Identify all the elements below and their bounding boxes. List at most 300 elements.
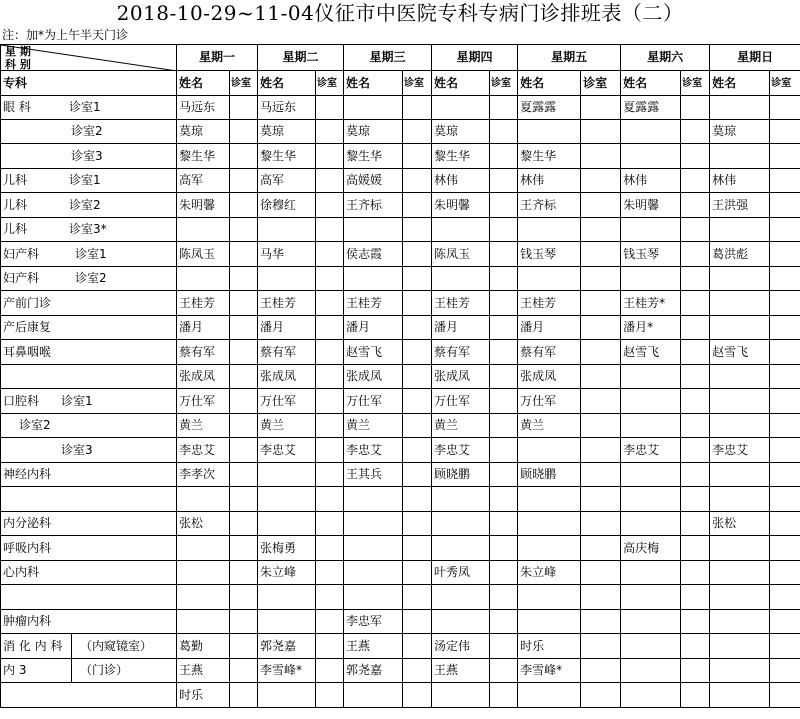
doctor-name-cell: 潘月: [432, 316, 490, 340]
doctor-name-cell: [432, 512, 490, 536]
doctor-name-cell: [710, 389, 770, 414]
room-number-cell: [770, 512, 800, 536]
room-number-cell: [581, 634, 621, 659]
doctor-name-cell: 郭尧嘉: [258, 634, 316, 659]
room-label: 诊室3: [71, 148, 103, 163]
room-number-cell: [770, 218, 800, 242]
department-label: 口腔科: [3, 393, 40, 408]
day-header: 星期三: [344, 45, 432, 71]
doctor-name-cell: 莫琼: [432, 120, 490, 144]
doctor-name-cell: [710, 218, 770, 242]
doctor-name-cell: 王齐标: [344, 193, 403, 218]
doctor-name-cell: [432, 610, 490, 634]
room-number-cell: [770, 634, 800, 659]
room-number-cell: [681, 414, 710, 438]
doctor-name-cell: 黄兰: [432, 414, 490, 438]
doctor-name-cell: 王桂芳: [432, 291, 490, 316]
room-cell: （内窥镜室）: [72, 634, 177, 659]
room-number-cell: [316, 610, 344, 634]
room-number-cell: [581, 365, 621, 389]
doctor-name-cell: [258, 267, 316, 291]
doctor-name-cell: [621, 634, 681, 659]
doctor-name-cell: 张成凤: [518, 365, 581, 389]
department-cell: [1, 610, 177, 634]
doctor-name-cell: 李忠艾: [710, 438, 770, 463]
doctor-name-cell: 蔡有军: [518, 340, 581, 365]
room-number-cell: [403, 291, 432, 316]
doctor-name-cell: [177, 218, 230, 242]
room-number-cell: [316, 585, 344, 610]
room-number-cell: [316, 487, 344, 512]
doctor-name-cell: 莫琼: [344, 120, 403, 144]
table-row: [1, 340, 800, 365]
table-row: [1, 561, 800, 585]
room-number-cell: [316, 169, 344, 193]
department-cell: [1, 267, 177, 291]
room-number-cell: [681, 536, 710, 561]
room-number-cell: [681, 659, 710, 683]
room-number-cell: [681, 169, 710, 193]
doctor-name-cell: 潘月*: [621, 316, 681, 340]
room-number-cell: [230, 536, 258, 561]
room-number-cell: [403, 316, 432, 340]
room-number-cell: [403, 267, 432, 291]
doctor-name-cell: 莫琼: [258, 120, 316, 144]
room-number-cell: [230, 585, 258, 610]
room-number-cell: [681, 585, 710, 610]
department-cell: [1, 683, 177, 708]
room-number-cell: [316, 683, 344, 708]
name-header: 姓名: [177, 71, 230, 96]
table-row: [1, 120, 800, 144]
doctor-name-cell: 王洪强: [710, 193, 770, 218]
room-number-cell: [490, 267, 518, 291]
day-header: 星期四: [432, 45, 518, 71]
room-number-cell: [581, 316, 621, 340]
doctor-name-cell: 潘月: [177, 316, 230, 340]
name-header: 姓名: [432, 71, 490, 96]
room-number-cell: [230, 365, 258, 389]
doctor-name-cell: 黄兰: [344, 414, 403, 438]
doctor-name-cell: [621, 659, 681, 683]
doctor-name-cell: [710, 291, 770, 316]
room-number-cell: [581, 144, 621, 169]
room-number-cell: [230, 96, 258, 120]
corner-label-weekday: 星 期: [5, 45, 31, 58]
doctor-name-cell: 莫琼: [177, 120, 230, 144]
doctor-name-cell: 林伟: [432, 169, 490, 193]
doctor-name-cell: [518, 218, 581, 242]
room-number-cell: [490, 96, 518, 120]
doctor-name-cell: 林伟: [518, 169, 581, 193]
doctor-name-cell: [177, 536, 230, 561]
room-label: 诊室2: [71, 124, 103, 138]
room-header: 诊室: [770, 71, 800, 96]
department-cell: [1, 585, 177, 610]
room-number-cell: [681, 340, 710, 365]
department-label: 儿科: [3, 222, 28, 236]
room-number-cell: [681, 487, 710, 512]
room-number-cell: [681, 610, 710, 634]
room-number-cell: [770, 585, 800, 610]
department-label: 妇产科: [3, 271, 40, 285]
doctor-name-cell: 王燕: [177, 659, 230, 683]
header-row-columns: [1, 71, 800, 96]
room-number-cell: [403, 144, 432, 169]
room-number-cell: [490, 193, 518, 218]
room-number-cell: [316, 193, 344, 218]
doctor-name-cell: 莫琼: [710, 120, 770, 144]
room-number-cell: [681, 144, 710, 169]
doctor-name-cell: 张成凤: [344, 365, 403, 389]
doctor-name-cell: 夏露露: [621, 96, 681, 120]
table-row: [1, 659, 800, 683]
room-number-cell: [681, 242, 710, 267]
doctor-name-cell: [177, 561, 230, 585]
room-number-cell: [490, 659, 518, 683]
room-number-cell: [681, 634, 710, 659]
doctor-name-cell: [432, 487, 490, 512]
room-number-cell: [316, 561, 344, 585]
doctor-name-cell: [344, 512, 403, 536]
name-header: 姓名: [710, 71, 770, 96]
doctor-name-cell: 葛洪彪: [710, 242, 770, 267]
doctor-name-cell: [258, 218, 316, 242]
doctor-name-cell: 蔡有军: [432, 340, 490, 365]
room-number-cell: [403, 585, 432, 610]
table-row: [1, 610, 800, 634]
room-label: 诊室2: [69, 197, 101, 212]
doctor-name-cell: [621, 120, 681, 144]
doctor-name-cell: 高军: [258, 169, 316, 193]
doctor-name-cell: 王桂芳: [177, 291, 230, 316]
doctor-name-cell: 张成凤: [177, 365, 230, 389]
room-number-cell: [490, 487, 518, 512]
doctor-name-cell: 王桂芳*: [621, 291, 681, 316]
room-number-cell: [230, 340, 258, 365]
room-number-cell: [316, 96, 344, 120]
doctor-name-cell: 郭尧嘉: [344, 659, 403, 683]
department-label: 内分泌科: [3, 516, 52, 530]
room-number-cell: [403, 120, 432, 144]
table-row: [1, 96, 800, 120]
doctor-name-cell: [621, 463, 681, 487]
room-number-cell: [403, 463, 432, 487]
room-label: 诊室2: [75, 271, 107, 285]
doctor-name-cell: [621, 683, 681, 708]
room-number-cell: [581, 120, 621, 144]
room-number-cell: [316, 512, 344, 536]
doctor-name-cell: 万仕军: [432, 389, 490, 414]
department-label: 呼吸内科: [3, 540, 52, 555]
specialty-header: 专科: [1, 71, 177, 96]
doctor-name-cell: 赵雪飞: [621, 340, 681, 365]
doctor-name-cell: 黄兰: [518, 414, 581, 438]
doctor-name-cell: 潘月: [518, 316, 581, 340]
day-header: 星期五: [518, 45, 621, 71]
table-row: [1, 536, 800, 561]
doctor-name-cell: [344, 536, 403, 561]
doctor-name-cell: 王桂芳: [518, 291, 581, 316]
room-number-cell: [581, 585, 621, 610]
doctor-name-cell: [432, 536, 490, 561]
doctor-name-cell: [177, 487, 230, 512]
room-number-cell: [403, 634, 432, 659]
doctor-name-cell: 黄兰: [258, 414, 316, 438]
table-row: [1, 512, 800, 536]
room-number-cell: [581, 463, 621, 487]
room-number-cell: [230, 291, 258, 316]
room-number-cell: [316, 144, 344, 169]
room-number-cell: [770, 683, 800, 708]
room-number-cell: [770, 193, 800, 218]
room-number-cell: [403, 340, 432, 365]
room-number-cell: [230, 512, 258, 536]
doctor-name-cell: [710, 487, 770, 512]
room-number-cell: [490, 561, 518, 585]
table-row: [1, 585, 800, 610]
table-row: [1, 634, 800, 659]
doctor-name-cell: [258, 512, 316, 536]
room-number-cell: [770, 414, 800, 438]
doctor-name-cell: 黎生华: [432, 144, 490, 169]
doctor-name-cell: [432, 218, 490, 242]
department-cell: [1, 193, 177, 218]
room-number-cell: [316, 242, 344, 267]
room-number-cell: [681, 218, 710, 242]
doctor-name-cell: 李雪峰*: [258, 659, 316, 683]
note-text: 注：加*为上午半天门诊: [2, 28, 129, 42]
room-number-cell: [316, 218, 344, 242]
doctor-name-cell: [344, 96, 403, 120]
room-label: 诊室1: [69, 173, 101, 187]
room-number-cell: [581, 193, 621, 218]
table-row: [1, 193, 800, 218]
room-number-cell: [403, 365, 432, 389]
room-number-cell: [581, 610, 621, 634]
room-number-cell: [490, 634, 518, 659]
room-header: 诊室: [316, 71, 344, 96]
doctor-name-cell: [710, 585, 770, 610]
department-cell: [1, 169, 177, 193]
room-label: 诊室1: [69, 100, 101, 114]
room-number-cell: [230, 659, 258, 683]
room-label: 诊室3*: [69, 222, 107, 236]
doctor-name-cell: 马远东: [258, 96, 316, 120]
doctor-name-cell: 王桂芳: [344, 291, 403, 316]
room-number-cell: [581, 659, 621, 683]
doctor-name-cell: 李忠艾: [258, 438, 316, 463]
doctor-name-cell: 万仕军: [344, 389, 403, 414]
room-number-cell: [770, 389, 800, 414]
room-number-cell: [581, 683, 621, 708]
room-number-cell: [770, 438, 800, 463]
room-number-cell: [230, 242, 258, 267]
doctor-name-cell: [432, 96, 490, 120]
doctor-name-cell: 时乐: [177, 683, 230, 708]
room-number-cell: [681, 365, 710, 389]
room-number-cell: [581, 242, 621, 267]
room-label: 诊室1: [75, 246, 107, 261]
doctor-name-cell: [710, 144, 770, 169]
table-row: [1, 389, 800, 414]
doctor-name-cell: [518, 610, 581, 634]
room-number-cell: [230, 487, 258, 512]
doctor-name-cell: [344, 561, 403, 585]
table-row: [1, 242, 800, 267]
department-label: 肿瘤内科: [3, 614, 52, 628]
room-number-cell: [581, 218, 621, 242]
room-number-cell: [316, 463, 344, 487]
department-cell: 消 化 内 科: [1, 634, 72, 659]
doctor-name-cell: [621, 487, 681, 512]
room-number-cell: [681, 316, 710, 340]
table-row: [1, 169, 800, 193]
doctor-name-cell: 侯志霞: [344, 242, 403, 267]
room-header: 诊室: [581, 71, 621, 96]
department-cell: [1, 242, 177, 267]
room-number-cell: [770, 291, 800, 316]
department-cell: [1, 561, 177, 585]
department-cell: [1, 463, 177, 487]
room-number-cell: [230, 316, 258, 340]
room-number-cell: [403, 610, 432, 634]
doctor-name-cell: 李忠艾: [621, 438, 681, 463]
room-number-cell: [316, 634, 344, 659]
name-header: 姓名: [621, 71, 681, 96]
doctor-name-cell: 顾晓鹏: [432, 463, 490, 487]
doctor-name-cell: [518, 585, 581, 610]
department-cell: [1, 414, 177, 438]
doctor-name-cell: [177, 267, 230, 291]
room-number-cell: [770, 610, 800, 634]
doctor-name-cell: [344, 585, 403, 610]
room-number-cell: [403, 169, 432, 193]
room-number-cell: [490, 610, 518, 634]
room-number-cell: [581, 340, 621, 365]
doctor-name-cell: [518, 536, 581, 561]
room-number-cell: [770, 365, 800, 389]
room-number-cell: [316, 438, 344, 463]
doctor-name-cell: [710, 414, 770, 438]
doctor-name-cell: 张松: [710, 512, 770, 536]
room-header: 诊室: [403, 71, 432, 96]
room-header: 诊室: [681, 71, 710, 96]
doctor-name-cell: [710, 683, 770, 708]
doctor-name-cell: 高军: [177, 169, 230, 193]
doctor-name-cell: 马华: [258, 242, 316, 267]
doctor-name-cell: 王齐标: [518, 193, 581, 218]
department-cell: [1, 536, 177, 561]
doctor-name-cell: 赵雪飞: [710, 340, 770, 365]
doctor-name-cell: [710, 96, 770, 120]
room-number-cell: [230, 267, 258, 291]
room-number-cell: [490, 365, 518, 389]
table-row: [1, 316, 800, 340]
room-number-cell: [490, 585, 518, 610]
doctor-name-cell: [432, 267, 490, 291]
table-row: [1, 487, 800, 512]
doctor-name-cell: 黎生华: [177, 144, 230, 169]
doctor-name-cell: 潘月: [258, 316, 316, 340]
room-number-cell: [316, 536, 344, 561]
doctor-name-cell: [710, 659, 770, 683]
room-number-cell: [230, 193, 258, 218]
name-header: 姓名: [258, 71, 316, 96]
room-number-cell: [490, 218, 518, 242]
room-number-cell: [316, 267, 344, 291]
room-number-cell: [770, 96, 800, 120]
doctor-name-cell: [710, 610, 770, 634]
room-number-cell: [316, 659, 344, 683]
day-header: 星期六: [621, 45, 710, 71]
room-number-cell: [770, 561, 800, 585]
room-number-cell: [403, 512, 432, 536]
doctor-name-cell: [518, 683, 581, 708]
room-number-cell: [581, 414, 621, 438]
room-number-cell: [770, 536, 800, 561]
day-header: 星期二: [258, 45, 344, 71]
department-cell: [1, 144, 177, 169]
room-number-cell: [581, 536, 621, 561]
room-number-cell: [490, 340, 518, 365]
room-number-cell: [770, 169, 800, 193]
doctor-name-cell: 王桂芳: [258, 291, 316, 316]
table-row: [1, 267, 800, 291]
doctor-name-cell: [710, 365, 770, 389]
doctor-name-cell: 徐穆红: [258, 193, 316, 218]
room-number-cell: [230, 610, 258, 634]
department-cell: [1, 365, 177, 389]
room-number-cell: [581, 512, 621, 536]
room-number-cell: [681, 389, 710, 414]
room-number-cell: [230, 218, 258, 242]
doctor-name-cell: [344, 267, 403, 291]
room-number-cell: [230, 144, 258, 169]
room-number-cell: [770, 120, 800, 144]
room-number-cell: [230, 414, 258, 438]
doctor-name-cell: [621, 585, 681, 610]
room-number-cell: [770, 487, 800, 512]
room-number-cell: [230, 463, 258, 487]
room-number-cell: [770, 242, 800, 267]
room-number-cell: [681, 267, 710, 291]
doctor-name-cell: [344, 683, 403, 708]
corner-header-cell: [1, 45, 177, 71]
doctor-name-cell: [710, 536, 770, 561]
department-cell: [1, 512, 177, 536]
doctor-name-cell: [621, 144, 681, 169]
department-cell: [1, 389, 177, 414]
doctor-name-cell: 张梅勇: [258, 536, 316, 561]
room-number-cell: [316, 316, 344, 340]
doctor-name-cell: [710, 267, 770, 291]
doctor-name-cell: [518, 267, 581, 291]
room-number-cell: [681, 683, 710, 708]
room-number-cell: [490, 242, 518, 267]
doctor-name-cell: 朱明馨: [432, 193, 490, 218]
doctor-name-cell: 李忠军: [344, 610, 403, 634]
doctor-name-cell: [258, 610, 316, 634]
doctor-name-cell: 陈凤玉: [177, 242, 230, 267]
room-number-cell: [770, 267, 800, 291]
name-header: 姓名: [344, 71, 403, 96]
room-number-cell: [490, 414, 518, 438]
doctor-name-cell: 汤定伟: [432, 634, 490, 659]
doctor-name-cell: 万仕军: [518, 389, 581, 414]
room-number-cell: [490, 683, 518, 708]
room-number-cell: [403, 389, 432, 414]
